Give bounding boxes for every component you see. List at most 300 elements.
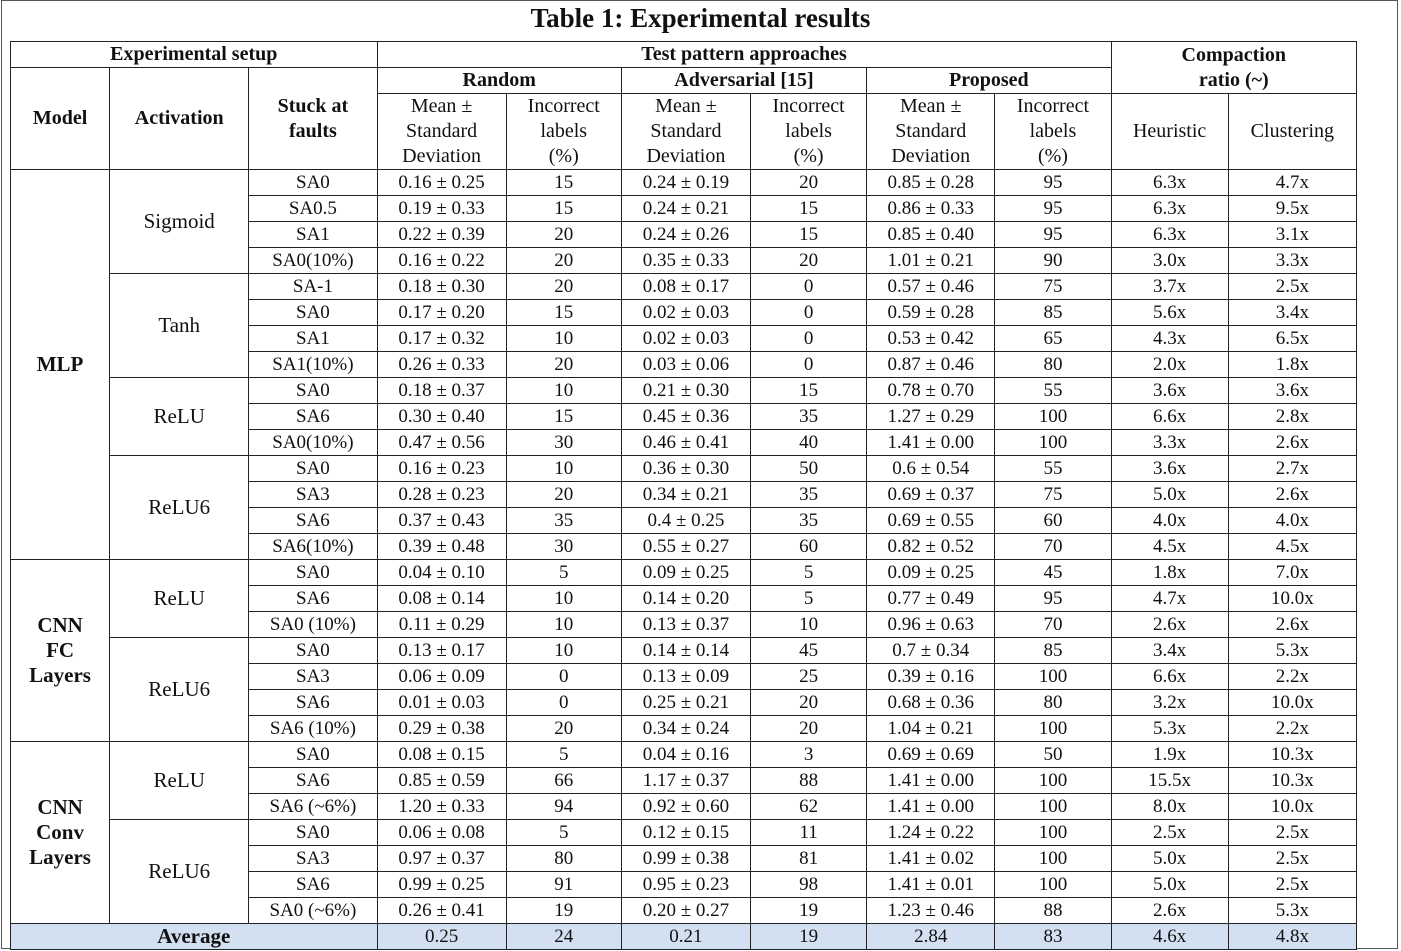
- proposed-mean-sd-cell: 0.85 ± 0.28: [867, 170, 995, 196]
- activation-cell: Sigmoid: [110, 170, 249, 274]
- heuristic-ratio-cell: 3.6x: [1111, 456, 1228, 482]
- header-adversarial-incorrect-line2: labels: [785, 120, 832, 142]
- heuristic-ratio-cell: 8.0x: [1111, 794, 1228, 820]
- proposed-incorrect-cell: 55: [995, 456, 1111, 482]
- model-cell: [11, 560, 110, 742]
- random-incorrect-cell: 20: [506, 248, 621, 274]
- heuristic-ratio-cell: 5.0x: [1111, 482, 1228, 508]
- clustering-ratio-cell: 2.5x: [1228, 820, 1356, 846]
- table-row: [11, 742, 1357, 768]
- proposed-mean-sd-cell: 1.24 ± 0.22: [867, 820, 995, 846]
- proposed-mean-sd-cell: 0.68 ± 0.36: [867, 690, 995, 716]
- adversarial-mean-sd-cell: 0.95 ± 0.23: [621, 872, 750, 898]
- random-incorrect-cell: 15: [506, 196, 621, 222]
- adversarial-mean-sd-cell: 0.35 ± 0.33: [621, 248, 750, 274]
- header-stuck-at-faults: [249, 68, 377, 170]
- model-cell: MLP: [11, 170, 110, 560]
- adversarial-incorrect-cell: 5: [751, 586, 867, 612]
- table-row: [11, 820, 1357, 846]
- clustering-ratio-cell: 2.2x: [1228, 664, 1356, 690]
- header-proposed-mean: [867, 94, 995, 170]
- stuck-at-fault-cell: SA6: [249, 586, 377, 612]
- adversarial-mean-sd-cell: 0.13 ± 0.37: [621, 612, 750, 638]
- random-incorrect-cell: 94: [506, 794, 621, 820]
- header-adversarial-mean-line1: Mean ±: [655, 95, 717, 117]
- average-row: [11, 924, 1357, 950]
- random-incorrect-cell: 10: [506, 456, 621, 482]
- model-cell-line: CNN: [37, 795, 83, 819]
- heuristic-ratio-cell: 4.0x: [1111, 508, 1228, 534]
- proposed-incorrect-cell: 70: [995, 534, 1111, 560]
- adversarial-incorrect-cell: 0: [751, 300, 867, 326]
- proposed-mean-sd-cell: 0.78 ± 0.70: [867, 378, 995, 404]
- proposed-incorrect-cell: 95: [995, 170, 1111, 196]
- proposed-mean-sd-cell: 0.59 ± 0.28: [867, 300, 995, 326]
- proposed-incorrect-cell: 100: [995, 794, 1111, 820]
- adversarial-incorrect-cell: 98: [751, 872, 867, 898]
- heuristic-ratio-cell: 4.7x: [1111, 586, 1228, 612]
- random-incorrect-cell: 30: [506, 430, 621, 456]
- stuck-at-fault-cell: SA0: [249, 742, 377, 768]
- stuck-at-fault-cell: SA0 (~6%): [249, 898, 377, 924]
- adversarial-incorrect-cell: 88: [751, 768, 867, 794]
- adversarial-mean-sd-cell: 0.02 ± 0.03: [621, 326, 750, 352]
- random-incorrect-cell: 5: [506, 820, 621, 846]
- stuck-at-fault-cell: SA6 (~6%): [249, 794, 377, 820]
- random-mean-sd-cell: 0.16 ± 0.22: [377, 248, 506, 274]
- random-incorrect-cell: 20: [506, 716, 621, 742]
- adversarial-incorrect-cell: 3: [751, 742, 867, 768]
- activation-cell: ReLU: [110, 378, 249, 456]
- proposed-incorrect-cell: 100: [995, 872, 1111, 898]
- header-heuristic-line1: Heuristic: [1132, 120, 1207, 142]
- random-mean-sd-cell: 0.04 ± 0.10: [377, 560, 506, 586]
- random-incorrect-cell: 10: [506, 326, 621, 352]
- results-table: [10, 41, 1357, 950]
- clustering-ratio-cell: 10.0x: [1228, 586, 1356, 612]
- adversarial-mean-sd-cell: 0.24 ± 0.21: [621, 196, 750, 222]
- proposed-incorrect-cell: 65: [995, 326, 1111, 352]
- adversarial-incorrect-cell: 20: [751, 690, 867, 716]
- random-mean-sd-cell: 0.08 ± 0.14: [377, 586, 506, 612]
- clustering-ratio-cell: 9.5x: [1228, 196, 1356, 222]
- random-mean-sd-cell: 0.13 ± 0.17: [377, 638, 506, 664]
- random-mean-sd-cell: 0.08 ± 0.15: [377, 742, 506, 768]
- clustering-ratio-cell: 2.6x: [1228, 430, 1356, 456]
- proposed-mean-sd-cell: 0.09 ± 0.25: [867, 560, 995, 586]
- proposed-incorrect-cell: 90: [995, 248, 1111, 274]
- adversarial-mean-sd-cell: 0.13 ± 0.09: [621, 664, 750, 690]
- random-incorrect-cell: 10: [506, 638, 621, 664]
- header-adversarial: Adversarial [15]: [621, 68, 866, 94]
- model-cell-line: FC: [46, 638, 75, 662]
- random-incorrect-cell: 15: [506, 300, 621, 326]
- proposed-mean-sd-cell: 0.6 ± 0.54: [867, 456, 995, 482]
- activation-cell: ReLU6: [110, 638, 249, 742]
- heuristic-ratio-cell: 5.0x: [1111, 872, 1228, 898]
- random-mean-sd-cell: 0.18 ± 0.30: [377, 274, 506, 300]
- clustering-ratio-cell: 2.6x: [1228, 612, 1356, 638]
- proposed-mean-sd-cell: 0.53 ± 0.42: [867, 326, 995, 352]
- stuck-at-fault-cell: SA1: [249, 326, 377, 352]
- adversarial-mean-sd-cell: 0.4 ± 0.25: [621, 508, 750, 534]
- random-incorrect-cell: 10: [506, 586, 621, 612]
- random-mean-sd-cell: 0.06 ± 0.09: [377, 664, 506, 690]
- proposed-mean-sd-cell: 0.82 ± 0.52: [867, 534, 995, 560]
- clustering-ratio-cell: 2.2x: [1228, 716, 1356, 742]
- stuck-at-fault-cell: SA0.5: [249, 196, 377, 222]
- proposed-incorrect-cell: 45: [995, 560, 1111, 586]
- proposed-mean-sd-cell: 0.96 ± 0.63: [867, 612, 995, 638]
- random-mean-sd-cell: 1.20 ± 0.33: [377, 794, 506, 820]
- proposed-incorrect-cell: 100: [995, 846, 1111, 872]
- proposed-mean-sd-cell: 0.86 ± 0.33: [867, 196, 995, 222]
- header-adversarial-incorrect-line3: (%): [793, 145, 824, 167]
- proposed-incorrect-cell: 88: [995, 898, 1111, 924]
- average-proposed-mean-sd-cell: 2.84: [867, 924, 995, 950]
- clustering-ratio-cell: 3.1x: [1228, 222, 1356, 248]
- adversarial-incorrect-cell: 35: [751, 482, 867, 508]
- random-mean-sd-cell: 0.18 ± 0.37: [377, 378, 506, 404]
- proposed-mean-sd-cell: 1.41 ± 0.02: [867, 846, 995, 872]
- random-incorrect-cell: 15: [506, 170, 621, 196]
- header-random-mean-line1: Mean ±: [410, 95, 473, 117]
- adversarial-incorrect-cell: 15: [751, 378, 867, 404]
- average-proposed-incorrect-cell: 83: [995, 924, 1111, 950]
- heuristic-ratio-cell: 3.0x: [1111, 248, 1228, 274]
- header-compaction-ratio: [1111, 42, 1356, 94]
- table-title: Table 1: Experimental results: [530, 3, 871, 33]
- clustering-ratio-cell: 2.5x: [1228, 274, 1356, 300]
- compaction-line2: ratio (~): [1198, 68, 1269, 91]
- proposed-mean-sd-cell: 1.01 ± 0.21: [867, 248, 995, 274]
- stuck-at-fault-cell: SA0: [249, 638, 377, 664]
- random-incorrect-cell: 30: [506, 534, 621, 560]
- header-proposed-incorrect: [995, 94, 1111, 170]
- proposed-mean-sd-cell: 0.69 ± 0.37: [867, 482, 995, 508]
- stuck-at-fault-cell: SA3: [249, 664, 377, 690]
- proposed-incorrect-cell: 95: [995, 586, 1111, 612]
- random-incorrect-cell: 19: [506, 898, 621, 924]
- header-proposed-mean-line3: Deviation: [891, 145, 971, 167]
- proposed-mean-sd-cell: 1.41 ± 0.00: [867, 768, 995, 794]
- adversarial-incorrect-cell: 0: [751, 274, 867, 300]
- header-random-incorrect-line2: labels: [540, 120, 588, 142]
- clustering-ratio-cell: 5.3x: [1228, 638, 1356, 664]
- header-experimental-setup: Experimental setup: [11, 42, 378, 68]
- clustering-ratio-cell: 10.0x: [1228, 794, 1356, 820]
- header-adversarial-mean-line2: Standard: [650, 120, 722, 142]
- header-proposed-incorrect-line2: labels: [1029, 120, 1077, 142]
- model-cell-line: CNN: [37, 613, 83, 637]
- header-proposed-mean-line1: Mean ±: [900, 95, 962, 117]
- header-activation: Activation: [110, 68, 249, 170]
- clustering-ratio-cell: 4.0x: [1228, 508, 1356, 534]
- activation-cell: Tanh: [110, 274, 249, 378]
- activation-cell: ReLU: [110, 742, 249, 820]
- adversarial-incorrect-cell: 60: [751, 534, 867, 560]
- adversarial-mean-sd-cell: 0.14 ± 0.20: [621, 586, 750, 612]
- header-random-incorrect-line1: Incorrect: [527, 95, 600, 117]
- clustering-ratio-cell: 3.3x: [1228, 248, 1356, 274]
- proposed-mean-sd-cell: 0.39 ± 0.16: [867, 664, 995, 690]
- adversarial-incorrect-cell: 62: [751, 794, 867, 820]
- clustering-ratio-cell: 4.5x: [1228, 534, 1356, 560]
- header-random-mean: [377, 94, 506, 170]
- random-mean-sd-cell: 0.11 ± 0.29: [377, 612, 506, 638]
- adversarial-mean-sd-cell: 0.99 ± 0.38: [621, 846, 750, 872]
- average-clustering-ratio-cell: 4.8x: [1228, 924, 1356, 950]
- clustering-ratio-cell: 2.5x: [1228, 872, 1356, 898]
- proposed-mean-sd-cell: 1.04 ± 0.21: [867, 716, 995, 742]
- stuck-at-fault-cell: SA6 (10%): [249, 716, 377, 742]
- random-mean-sd-cell: 0.26 ± 0.33: [377, 352, 506, 378]
- adversarial-mean-sd-cell: 0.34 ± 0.24: [621, 716, 750, 742]
- adversarial-incorrect-cell: 81: [751, 846, 867, 872]
- adversarial-mean-sd-cell: 0.09 ± 0.25: [621, 560, 750, 586]
- random-incorrect-cell: 91: [506, 872, 621, 898]
- table-row: [11, 170, 1357, 196]
- clustering-ratio-cell: 10.3x: [1228, 742, 1356, 768]
- proposed-mean-sd-cell: 1.27 ± 0.29: [867, 404, 995, 430]
- adversarial-incorrect-cell: 19: [751, 898, 867, 924]
- proposed-incorrect-cell: 55: [995, 378, 1111, 404]
- proposed-mean-sd-cell: 1.41 ± 0.00: [867, 430, 995, 456]
- proposed-incorrect-cell: 95: [995, 222, 1111, 248]
- random-incorrect-cell: 5: [506, 742, 621, 768]
- adversarial-mean-sd-cell: 0.14 ± 0.14: [621, 638, 750, 664]
- header-random: Random: [377, 68, 621, 94]
- table-row: [11, 638, 1357, 664]
- stuck-at-fault-cell: SA6: [249, 690, 377, 716]
- random-mean-sd-cell: 0.29 ± 0.38: [377, 716, 506, 742]
- activation-cell: ReLU: [110, 560, 249, 638]
- clustering-ratio-cell: 4.7x: [1228, 170, 1356, 196]
- adversarial-mean-sd-cell: 1.17 ± 0.37: [621, 768, 750, 794]
- stuck-at-fault-cell: SA6: [249, 872, 377, 898]
- adversarial-incorrect-cell: 20: [751, 716, 867, 742]
- proposed-mean-sd-cell: 0.85 ± 0.40: [867, 222, 995, 248]
- adversarial-mean-sd-cell: 0.34 ± 0.21: [621, 482, 750, 508]
- table-row: [11, 274, 1357, 300]
- heuristic-ratio-cell: 2.6x: [1111, 612, 1228, 638]
- random-incorrect-cell: 35: [506, 508, 621, 534]
- clustering-ratio-cell: 2.5x: [1228, 846, 1356, 872]
- average-heuristic-ratio-cell: 4.6x: [1111, 924, 1228, 950]
- stuck-at-fault-cell: SA0 (10%): [249, 612, 377, 638]
- average-random-mean-sd-cell: 0.25: [377, 924, 506, 950]
- adversarial-mean-sd-cell: 0.45 ± 0.36: [621, 404, 750, 430]
- proposed-incorrect-cell: 85: [995, 300, 1111, 326]
- adversarial-incorrect-cell: 15: [751, 196, 867, 222]
- random-mean-sd-cell: 0.01 ± 0.03: [377, 690, 506, 716]
- stuck-at-fault-cell: SA6(10%): [249, 534, 377, 560]
- model-cell: [11, 742, 110, 924]
- adversarial-mean-sd-cell: 0.04 ± 0.16: [621, 742, 750, 768]
- random-mean-sd-cell: 0.47 ± 0.56: [377, 430, 506, 456]
- random-mean-sd-cell: 0.30 ± 0.40: [377, 404, 506, 430]
- proposed-incorrect-cell: 100: [995, 768, 1111, 794]
- proposed-mean-sd-cell: 1.41 ± 0.01: [867, 872, 995, 898]
- stuck-at-fault-cell: SA0(10%): [249, 430, 377, 456]
- random-mean-sd-cell: 0.99 ± 0.25: [377, 872, 506, 898]
- random-mean-sd-cell: 0.17 ± 0.32: [377, 326, 506, 352]
- clustering-ratio-cell: 1.8x: [1228, 352, 1356, 378]
- header-adversarial-incorrect: [751, 94, 867, 170]
- random-incorrect-cell: 0: [506, 690, 621, 716]
- compaction-line1: Compaction: [1181, 43, 1286, 66]
- stuck-at-fault-cell: SA6: [249, 508, 377, 534]
- adversarial-mean-sd-cell: 0.12 ± 0.15: [621, 820, 750, 846]
- clustering-ratio-cell: 3.4x: [1228, 300, 1356, 326]
- heuristic-ratio-cell: 6.3x: [1111, 222, 1228, 248]
- adversarial-mean-sd-cell: 0.24 ± 0.19: [621, 170, 750, 196]
- heuristic-ratio-cell: 5.3x: [1111, 716, 1228, 742]
- heuristic-ratio-cell: 3.4x: [1111, 638, 1228, 664]
- stuck-at-fault-cell: SA0: [249, 300, 377, 326]
- proposed-mean-sd-cell: 0.57 ± 0.46: [867, 274, 995, 300]
- proposed-incorrect-cell: 95: [995, 196, 1111, 222]
- heuristic-ratio-cell: 3.7x: [1111, 274, 1228, 300]
- random-mean-sd-cell: 0.28 ± 0.23: [377, 482, 506, 508]
- stuck-at-fault-cell: SA0: [249, 820, 377, 846]
- proposed-incorrect-cell: 85: [995, 638, 1111, 664]
- proposed-incorrect-cell: 60: [995, 508, 1111, 534]
- adversarial-incorrect-cell: 35: [751, 508, 867, 534]
- random-mean-sd-cell: 0.26 ± 0.41: [377, 898, 506, 924]
- proposed-incorrect-cell: 70: [995, 612, 1111, 638]
- proposed-mean-sd-cell: 0.69 ± 0.55: [867, 508, 995, 534]
- random-mean-sd-cell: 0.19 ± 0.33: [377, 196, 506, 222]
- adversarial-incorrect-cell: 0: [751, 352, 867, 378]
- heuristic-ratio-cell: 5.0x: [1111, 846, 1228, 872]
- heuristic-ratio-cell: 3.3x: [1111, 430, 1228, 456]
- random-mean-sd-cell: 0.39 ± 0.48: [377, 534, 506, 560]
- random-mean-sd-cell: 0.37 ± 0.43: [377, 508, 506, 534]
- adversarial-incorrect-cell: 5: [751, 560, 867, 586]
- activation-cell: ReLU6: [110, 820, 249, 924]
- random-mean-sd-cell: 0.85 ± 0.59: [377, 768, 506, 794]
- adversarial-mean-sd-cell: 0.36 ± 0.30: [621, 456, 750, 482]
- adversarial-mean-sd-cell: 0.02 ± 0.03: [621, 300, 750, 326]
- average-label: Average: [11, 924, 378, 950]
- proposed-incorrect-cell: 100: [995, 664, 1111, 690]
- header-model: Model: [11, 68, 110, 170]
- proposed-incorrect-cell: 80: [995, 352, 1111, 378]
- adversarial-mean-sd-cell: 0.46 ± 0.41: [621, 430, 750, 456]
- adversarial-incorrect-cell: 20: [751, 170, 867, 196]
- random-mean-sd-cell: 0.06 ± 0.08: [377, 820, 506, 846]
- proposed-incorrect-cell: 100: [995, 716, 1111, 742]
- model-cell-line: Layers: [29, 663, 91, 687]
- proposed-mean-sd-cell: 0.87 ± 0.46: [867, 352, 995, 378]
- stuck-at-fault-cell: SA1(10%): [249, 352, 377, 378]
- adversarial-mean-sd-cell: 0.03 ± 0.06: [621, 352, 750, 378]
- stuck-at-fault-cell: SA0: [249, 456, 377, 482]
- adversarial-incorrect-cell: 11: [751, 820, 867, 846]
- adversarial-mean-sd-cell: 0.25 ± 0.21: [621, 690, 750, 716]
- random-mean-sd-cell: 0.22 ± 0.39: [377, 222, 506, 248]
- proposed-incorrect-cell: 100: [995, 404, 1111, 430]
- header-heuristic: [1111, 94, 1228, 170]
- header-test-pattern-approaches: Test pattern approaches: [377, 42, 1111, 68]
- clustering-ratio-cell: 5.3x: [1228, 898, 1356, 924]
- random-incorrect-cell: 66: [506, 768, 621, 794]
- heuristic-ratio-cell: 6.3x: [1111, 170, 1228, 196]
- heuristic-ratio-cell: 6.3x: [1111, 196, 1228, 222]
- header-adversarial-incorrect-line1: Incorrect: [772, 95, 845, 117]
- stuck-at-fault-cell: SA-1: [249, 274, 377, 300]
- header-adversarial-mean-line3: Deviation: [646, 145, 726, 167]
- random-incorrect-cell: 20: [506, 352, 621, 378]
- adversarial-mean-sd-cell: 0.20 ± 0.27: [621, 898, 750, 924]
- heuristic-ratio-cell: 2.5x: [1111, 820, 1228, 846]
- stuck-at-fault-cell: SA6: [249, 404, 377, 430]
- clustering-ratio-cell: 2.6x: [1228, 482, 1356, 508]
- header-proposed-mean-line2: Standard: [895, 120, 967, 142]
- clustering-ratio-cell: 7.0x: [1228, 560, 1356, 586]
- adversarial-incorrect-cell: 0: [751, 326, 867, 352]
- clustering-ratio-cell: 2.8x: [1228, 404, 1356, 430]
- proposed-incorrect-cell: 100: [995, 820, 1111, 846]
- random-incorrect-cell: 80: [506, 846, 621, 872]
- model-cell-line: Conv: [36, 820, 84, 844]
- heuristic-ratio-cell: 6.6x: [1111, 664, 1228, 690]
- random-incorrect-cell: 10: [506, 612, 621, 638]
- stuck-at-fault-cell: SA0: [249, 560, 377, 586]
- proposed-incorrect-cell: 100: [995, 430, 1111, 456]
- stuck-line2: faults: [289, 119, 337, 142]
- average-random-incorrect-cell: 24: [506, 924, 621, 950]
- adversarial-incorrect-cell: 20: [751, 248, 867, 274]
- activation-cell: ReLU6: [110, 456, 249, 560]
- heuristic-ratio-cell: 2.6x: [1111, 898, 1228, 924]
- adversarial-incorrect-cell: 15: [751, 222, 867, 248]
- adversarial-incorrect-cell: 25: [751, 664, 867, 690]
- stuck-at-fault-cell: SA0: [249, 170, 377, 196]
- heuristic-ratio-cell: 4.3x: [1111, 326, 1228, 352]
- proposed-mean-sd-cell: 0.77 ± 0.49: [867, 586, 995, 612]
- random-incorrect-cell: 15: [506, 404, 621, 430]
- model-cell-line: Layers: [29, 845, 91, 869]
- stuck-at-fault-cell: SA3: [249, 846, 377, 872]
- table-row: [11, 378, 1357, 404]
- heuristic-ratio-cell: 2.0x: [1111, 352, 1228, 378]
- adversarial-incorrect-cell: 10: [751, 612, 867, 638]
- proposed-incorrect-cell: 75: [995, 274, 1111, 300]
- average-adversarial-mean-sd-cell: 0.21: [621, 924, 750, 950]
- random-incorrect-cell: 0: [506, 664, 621, 690]
- adversarial-mean-sd-cell: 0.21 ± 0.30: [621, 378, 750, 404]
- header-proposed: Proposed: [867, 68, 1111, 94]
- adversarial-incorrect-cell: 35: [751, 404, 867, 430]
- header-clustering: [1228, 94, 1356, 170]
- random-incorrect-cell: 20: [506, 482, 621, 508]
- header-adversarial-mean: [621, 94, 750, 170]
- header-random-incorrect-line3: (%): [548, 145, 579, 167]
- clustering-ratio-cell: 10.0x: [1228, 690, 1356, 716]
- header-proposed-incorrect-line3: (%): [1037, 145, 1068, 167]
- average-adversarial-incorrect-cell: 19: [751, 924, 867, 950]
- clustering-ratio-cell: 10.3x: [1228, 768, 1356, 794]
- random-mean-sd-cell: 0.16 ± 0.25: [377, 170, 506, 196]
- random-mean-sd-cell: 0.17 ± 0.20: [377, 300, 506, 326]
- random-incorrect-cell: 20: [506, 222, 621, 248]
- random-incorrect-cell: 10: [506, 378, 621, 404]
- clustering-ratio-cell: 2.7x: [1228, 456, 1356, 482]
- clustering-ratio-cell: 3.6x: [1228, 378, 1356, 404]
- stuck-at-fault-cell: SA1: [249, 222, 377, 248]
